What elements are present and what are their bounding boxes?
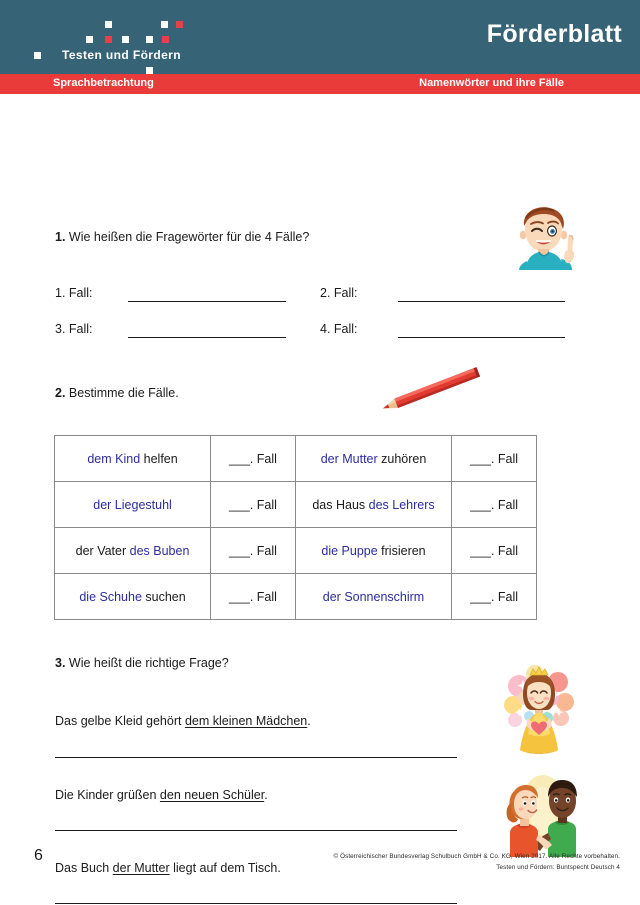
table-cell-answer-4-right[interactable]: ___. Fall [452, 574, 537, 620]
phrase-black-part: frisieren [377, 543, 426, 558]
exercise-3-answer-line-3[interactable] [55, 903, 457, 904]
logo-square-red-mid-5 [162, 36, 169, 43]
sentence-underlined-phrase: der Mutter [112, 861, 170, 875]
fall-label-4: 4. Fall: [320, 322, 358, 336]
two-children-greeting-illustration [502, 771, 584, 857]
sentence-suffix: . [264, 788, 268, 802]
phrase-black-part: helfen [140, 451, 178, 466]
table-row [55, 574, 537, 620]
sentence-underlined-phrase: den neuen Schüler [159, 788, 265, 802]
exercise-2-number: 2. [55, 386, 66, 400]
boy-pointing-illustration [506, 204, 580, 270]
sentence-suffix: . [307, 714, 311, 728]
faelle-table [54, 435, 537, 620]
exercise-3-sentence-3 [55, 861, 281, 875]
exercise-3-question: Wie heißt die richtige Frage? [68, 656, 229, 670]
exercise-3-sentence-1 [55, 714, 311, 728]
fall-label-2: 2. Fall: [320, 286, 358, 300]
exercise-1-number: 1. [55, 230, 66, 244]
table-cell-answer-2-left[interactable]: ___. Fall [211, 482, 296, 528]
table-cell-phrase-4-right [295, 574, 451, 620]
exercise-1-prompt [55, 230, 309, 244]
page-title: Förderblatt [486, 20, 622, 48]
logo-square-white-top-left [105, 21, 112, 28]
table-cell-phrase-2-left [55, 482, 211, 528]
sentence-prefix: Das Buch [55, 861, 113, 875]
exercise-3-sentence-2 [55, 788, 268, 802]
exercise-1-question: Wie heißen die Fragewörter für die 4 Fälle? [68, 230, 310, 244]
phrase-blue-part: die Schuhe [79, 589, 142, 604]
sentence-underlined-phrase: dem kleinen Mädchen [184, 714, 308, 728]
table-cell-answer-1-right[interactable]: ___. Fall [452, 436, 537, 482]
table-cell-phrase-1-left [55, 436, 211, 482]
fall-label-1: 1. Fall: [55, 286, 93, 300]
sentence-prefix: Die Kinder grüßen [55, 788, 160, 802]
phrase-black-part: zuhören [377, 451, 427, 466]
brand-logo [26, 10, 206, 68]
table-cell-phrase-2-right [295, 482, 451, 528]
phrase-black-part: das Haus [312, 497, 369, 512]
exercise-3-answer-line-2[interactable] [55, 830, 457, 831]
series-line: Testen und Fördern: Buntspecht Deutsch 4 [496, 864, 620, 871]
table-row [55, 436, 537, 482]
table-cell-phrase-4-left [55, 574, 211, 620]
phrase-blue-part: die Puppe [321, 543, 378, 558]
exercise-2-prompt [55, 386, 179, 400]
exercise-2-question: Bestimme die Fälle. [68, 386, 179, 400]
sentence-suffix: liegt auf dem Tisch. [169, 861, 281, 875]
page-header [0, 0, 640, 74]
logo-square-red-mid-2 [105, 36, 112, 43]
phrase-blue-part: dem Kind [87, 451, 141, 466]
exercise-3-answer-line-1[interactable] [55, 757, 457, 758]
table-cell-answer-4-left[interactable]: ___. Fall [211, 574, 296, 620]
sentence-prefix: Das gelbe Kleid gehört [55, 714, 185, 728]
logo-square-white-top-right [161, 21, 168, 28]
table-row [55, 482, 537, 528]
table-cell-phrase-1-right [295, 436, 451, 482]
girl-with-flowers-illustration [503, 660, 575, 760]
phrase-blue-part: der Sonnenschirm [322, 589, 425, 604]
table-cell-answer-3-left[interactable]: ___. Fall [211, 528, 296, 574]
logo-square-white-left [34, 52, 41, 59]
logo-square-red-top-right [176, 21, 183, 28]
phrase-black-part: der Vater [75, 543, 130, 558]
table-cell-answer-1-left[interactable]: ___. Fall [211, 436, 296, 482]
table-cell-answer-2-right[interactable]: ___. Fall [452, 482, 537, 528]
table-cell-phrase-3-left [55, 528, 211, 574]
phrase-blue-part: der Liegestuhl [93, 497, 172, 512]
copyright-line: © Österreichischer Bundesverlag Schulbuch GmbH & Co. KG, Wien 2017. Alle Rechte vorbehalten. [333, 853, 620, 860]
table-cell-phrase-3-right [295, 528, 451, 574]
page-number: 6 [34, 847, 43, 864]
red-pencil-illustration [372, 367, 490, 415]
brand-logo-text: Testen und Fördern [62, 48, 181, 62]
exercise-3-number: 3. [55, 656, 66, 670]
table-row [55, 528, 537, 574]
fall-answer-line-3[interactable] [128, 337, 286, 338]
phrase-blue-part: des Lehrers [368, 497, 435, 512]
phrase-blue-part: des Buben [129, 543, 190, 558]
logo-square-white-mid-1 [86, 36, 93, 43]
subject-bar [0, 74, 640, 94]
table-cell-answer-3-right[interactable]: ___. Fall [452, 528, 537, 574]
subject-topic-label: Namenwörter und ihre Fälle [419, 77, 564, 89]
logo-square-white-mid-3 [122, 36, 129, 43]
fall-answer-line-1[interactable] [128, 301, 286, 302]
worksheet-body [0, 94, 640, 905]
exercise-3-prompt [55, 656, 229, 670]
logo-square-white-mid-4 [146, 36, 153, 43]
fall-answer-line-4[interactable] [398, 337, 565, 338]
fall-answer-line-2[interactable] [398, 301, 565, 302]
logo-square-white-bottom [146, 67, 153, 74]
phrase-black-part: suchen [141, 589, 186, 604]
phrase-blue-part: der Mutter [320, 451, 378, 466]
fall-label-3: 3. Fall: [55, 322, 93, 336]
subject-area-label: Sprachbetrachtung [53, 77, 154, 89]
